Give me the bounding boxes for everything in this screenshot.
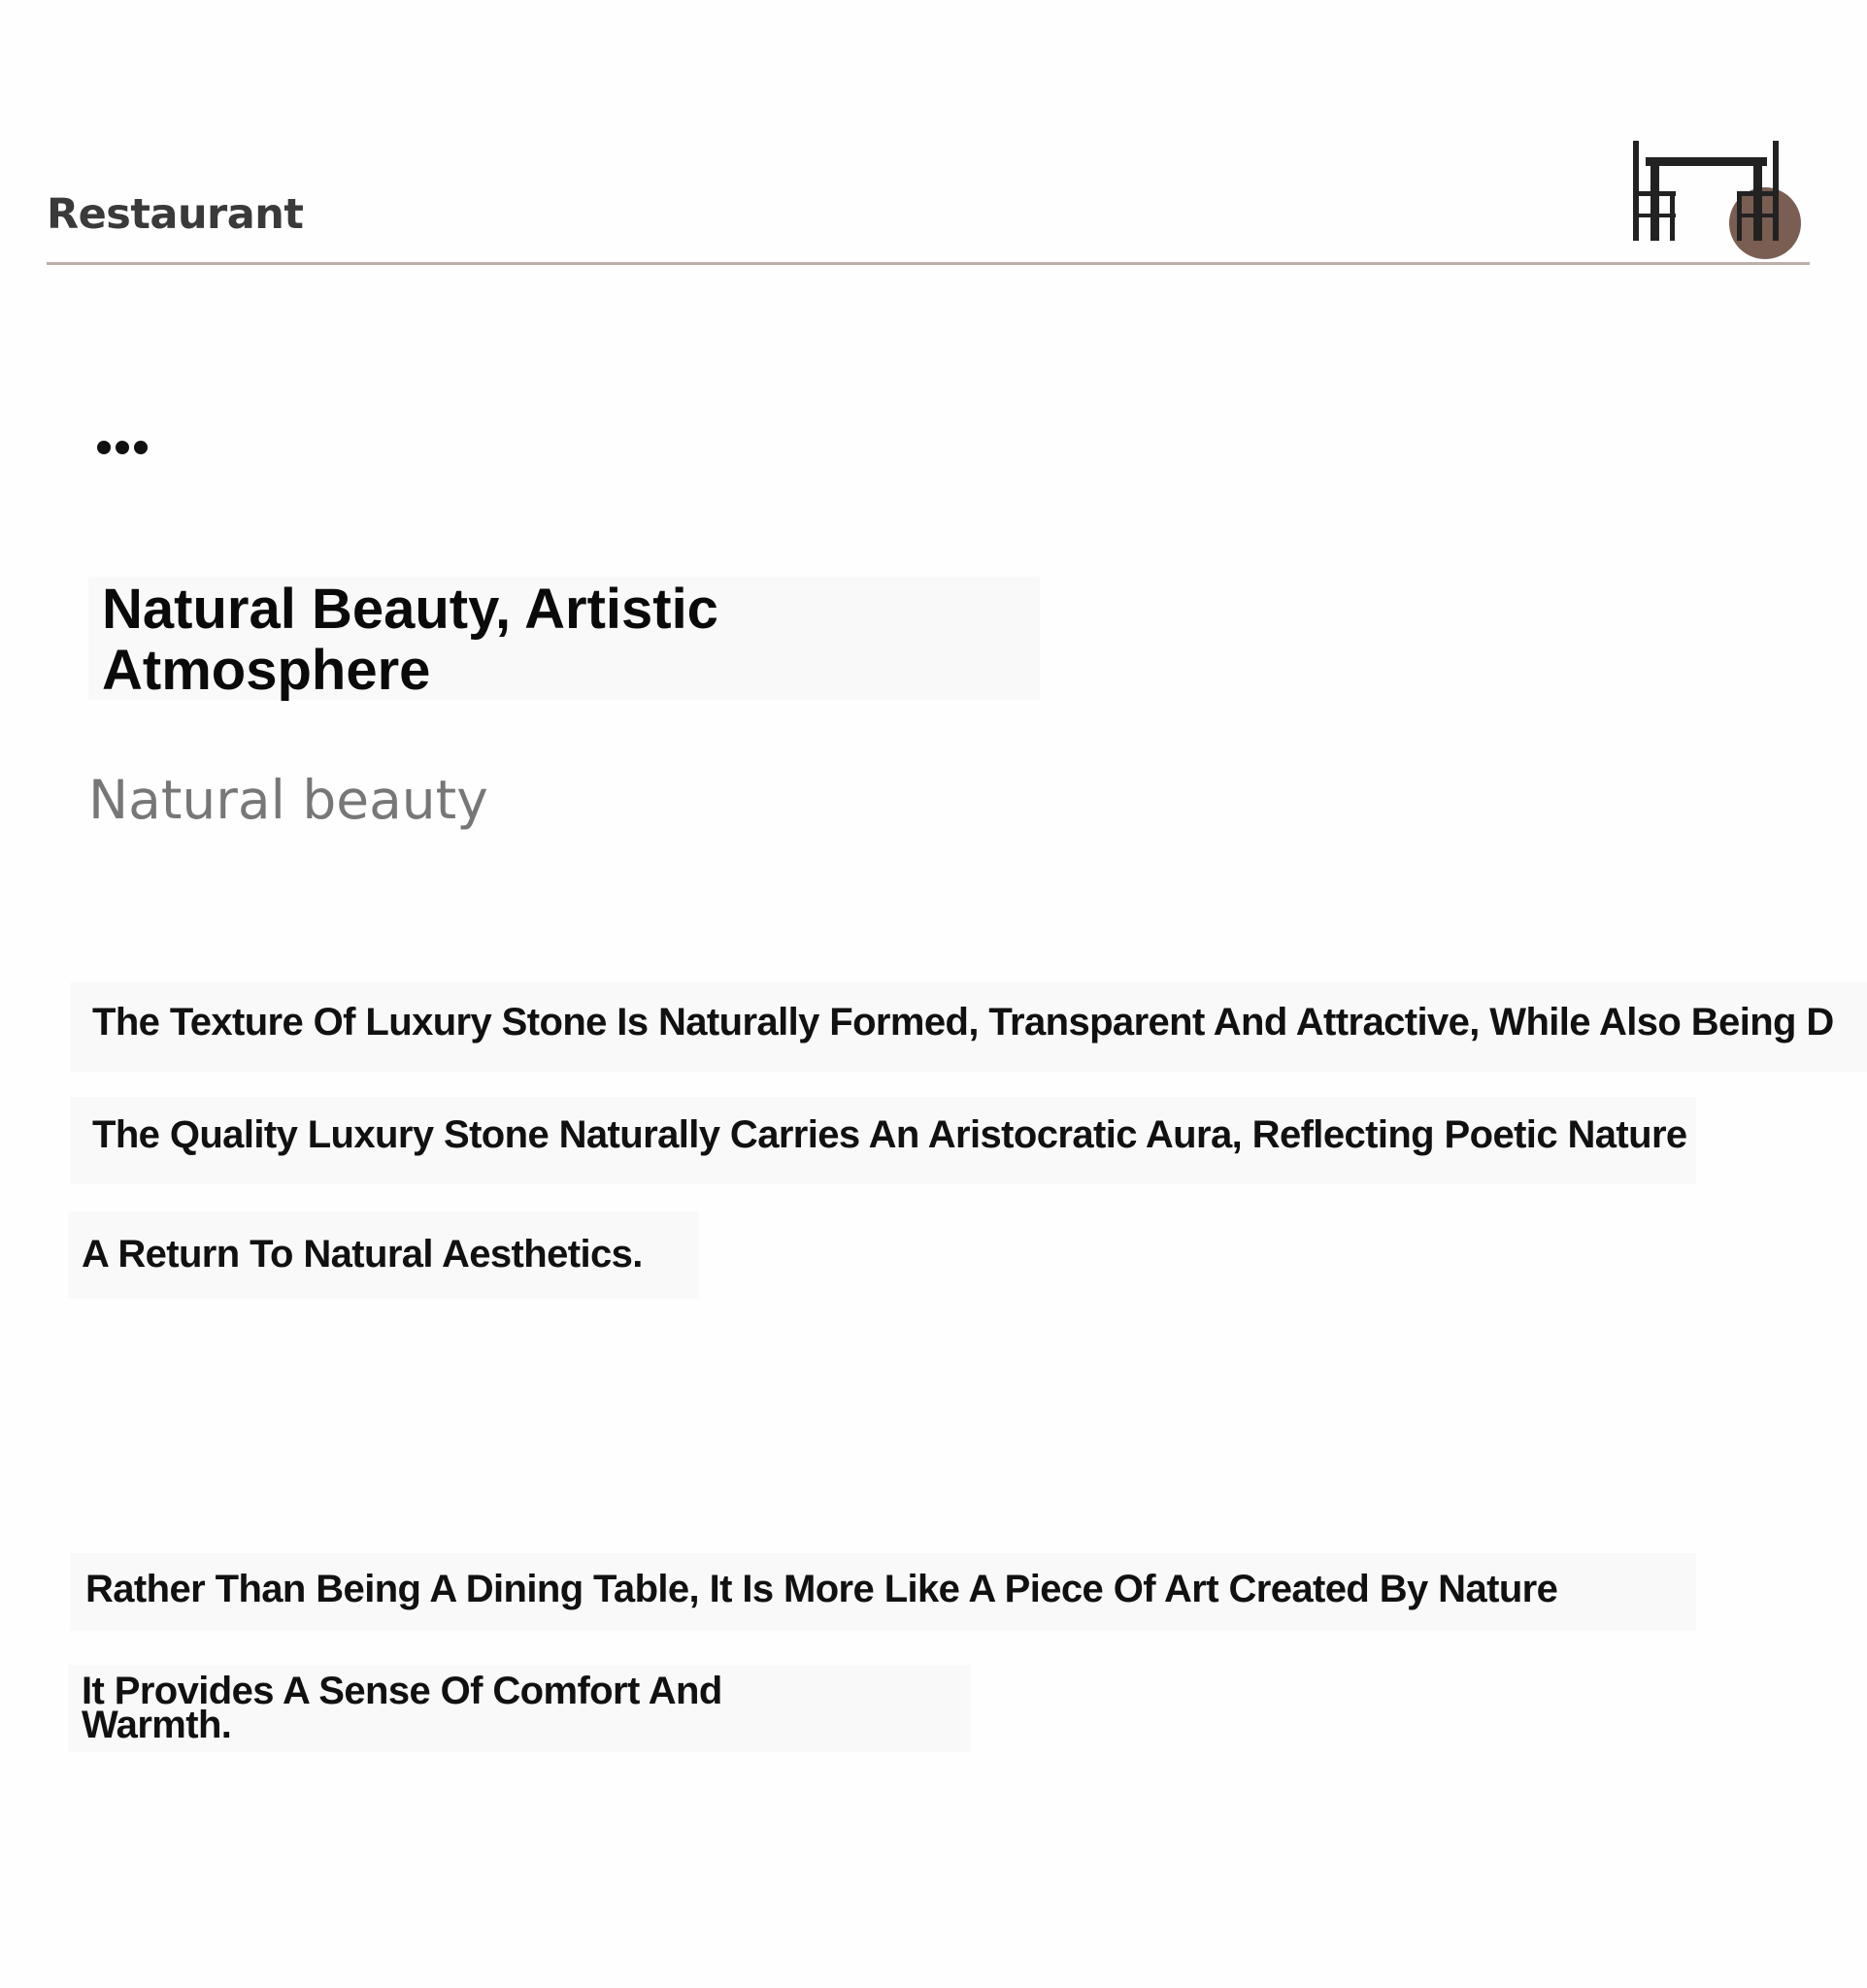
paragraph-return: A Return To Natural Aesthetics. (82, 1233, 643, 1276)
section-heading (102, 579, 718, 701)
heading-line: Natural Beauty, Artistic (102, 578, 718, 641)
paragraph-warmth: Warmth. (82, 1704, 232, 1746)
more-dots-icon[interactable] (97, 441, 148, 454)
dining-table-chairs-icon (1619, 136, 1814, 262)
paragraph-comfort: It Provides A Sense Of Comfort And (82, 1670, 722, 1712)
paragraph-quality: The Quality Luxury Stone Naturally Carries An Aristocratic Aura, Reflecting Poetic Nature (92, 1113, 1687, 1156)
heading-line: Atmosphere (102, 639, 431, 702)
section-subtitle: Natural beauty (88, 769, 488, 831)
paragraph-art: Rather Than Being A Dining Table, It Is More Like A Piece Of Art Created By Nature (85, 1568, 1558, 1610)
paragraph-texture: The Texture Of Luxury Stone Is Naturally Formed, Transparent And Attractive, While Also Being D (92, 1001, 1834, 1044)
page-title: Restaurant (47, 190, 304, 239)
header-divider (47, 262, 1810, 265)
